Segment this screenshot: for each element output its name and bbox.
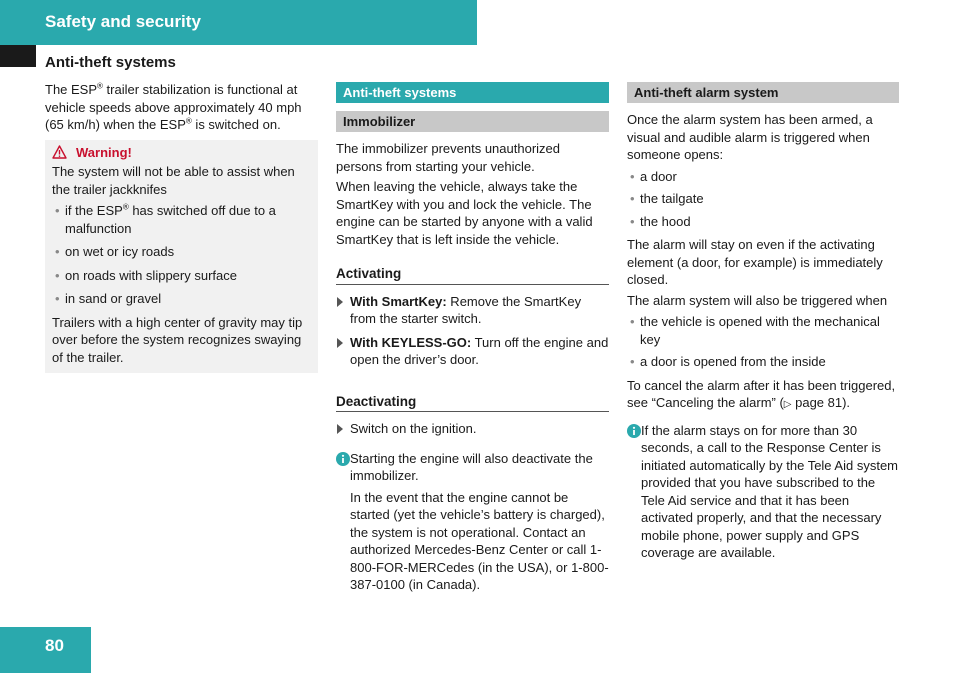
info-icon: [627, 424, 641, 438]
list-item: • the vehicle is opened with the mechanical key: [627, 313, 899, 348]
warning-footer: Trailers with a high center of gravity may tip over before the system recognizes swaying of the trailer.: [52, 314, 303, 365]
list-item: • on roads with slippery surface: [52, 267, 312, 285]
alarm-heading: Anti-theft alarm system: [627, 82, 899, 103]
alarm-stay-on: The alarm will stay on even if the activating element (a door, for example) is immediately closed.: [627, 237, 883, 287]
info-text: If the alarm stays on for more than 30 seconds, a call to the Response Center is initiated automatically by the Tele Aid system provided that you have subscribed to the Tele Aid service and that it has been activated properly, and that the necessary mobile phone, power supply and GPS coverage are available.: [641, 422, 899, 560]
section-marker: [0, 45, 36, 67]
info-text: In the event that the engine cannot be started (yet the vehicle’s battery is charged), the system is not operational. Contact an authorized Mercedes-Benz Center or call 1-800-FOR-MERCedes (in the USA), or 1-800-387-0100 (in Canada).: [350, 489, 609, 592]
list-item: • the hood: [627, 213, 899, 231]
warning-label: Warning!: [76, 144, 132, 160]
alarm-trigger-list-2: [627, 313, 899, 371]
warning-text: The system will not be able to assist when the trailer jackknifes: [52, 164, 295, 197]
warning-header: [52, 144, 312, 162]
list-item: • a door is opened from the inside: [627, 353, 899, 371]
section-title: Anti-theft systems: [45, 54, 176, 71]
activating-heading: Activating: [336, 265, 609, 285]
page-reference-icon: ▷: [783, 399, 792, 410]
warning-list: [52, 202, 312, 308]
immobilizer-intro: The immobilizer prevents unauthorized persons from starting your vehicle.: [336, 141, 560, 174]
immobilizer-advice: When leaving the vehicle, always take the SmartKey with you and lock the vehicle. The engine can be started by anyone with a valid SmartKey that is left inside the vehicle.: [336, 179, 593, 247]
list-item: • a door: [627, 168, 899, 186]
list-item: • on wet or icy roads: [52, 243, 312, 261]
alarm-intro: Once the alarm system has been armed, a visual and audible alarm is triggered when someone opens:: [627, 112, 873, 162]
chapter-title: Safety and security: [45, 12, 201, 31]
immobilizer-info: [336, 450, 609, 594]
list-item: • if the ESP® has switched off due to a malfunction: [52, 202, 312, 237]
anti-theft-heading: Anti-theft systems: [336, 82, 609, 103]
step-smartkey: With SmartKey: Remove the SmartKey from the starter switch.: [336, 293, 609, 328]
cancel-alarm-reference: To cancel the alarm after it has been triggered, see “Canceling the alarm” (▷ page 81).: [627, 377, 896, 410]
immobilizer-heading: Immobilizer: [336, 111, 609, 132]
step-arrow-icon: [337, 338, 343, 348]
page-number: 80: [45, 636, 64, 655]
info-icon: [336, 452, 350, 466]
alarm-info: [627, 422, 899, 562]
left-column: [45, 81, 318, 373]
warning-triangle-icon: [52, 145, 67, 159]
right-column: [627, 82, 899, 566]
deactivating-heading: Deactivating: [336, 393, 609, 413]
list-item: • in sand or gravel: [52, 290, 312, 308]
info-text: Starting the engine will also deactivate the immobilizer.: [350, 450, 593, 483]
alarm-trigger-list: [627, 168, 899, 231]
esp-intro: The ESP® trailer stabilization is functional at vehicle speeds above approximately 40 mph (65 km/h) when the ESP® is switched on.: [45, 81, 302, 132]
step-ignition: Switch on the ignition.: [336, 420, 609, 438]
alarm-also-triggered: The alarm system will also be triggered when: [627, 292, 888, 308]
middle-column: [336, 82, 609, 598]
list-item: • the tailgate: [627, 190, 899, 208]
step-arrow-icon: [337, 424, 343, 434]
step-arrow-icon: [337, 297, 343, 307]
warning-box: [45, 140, 318, 374]
step-keyless-go: With KEYLESS-GO: Turn off the engine and open the driver’s door.: [336, 334, 609, 369]
